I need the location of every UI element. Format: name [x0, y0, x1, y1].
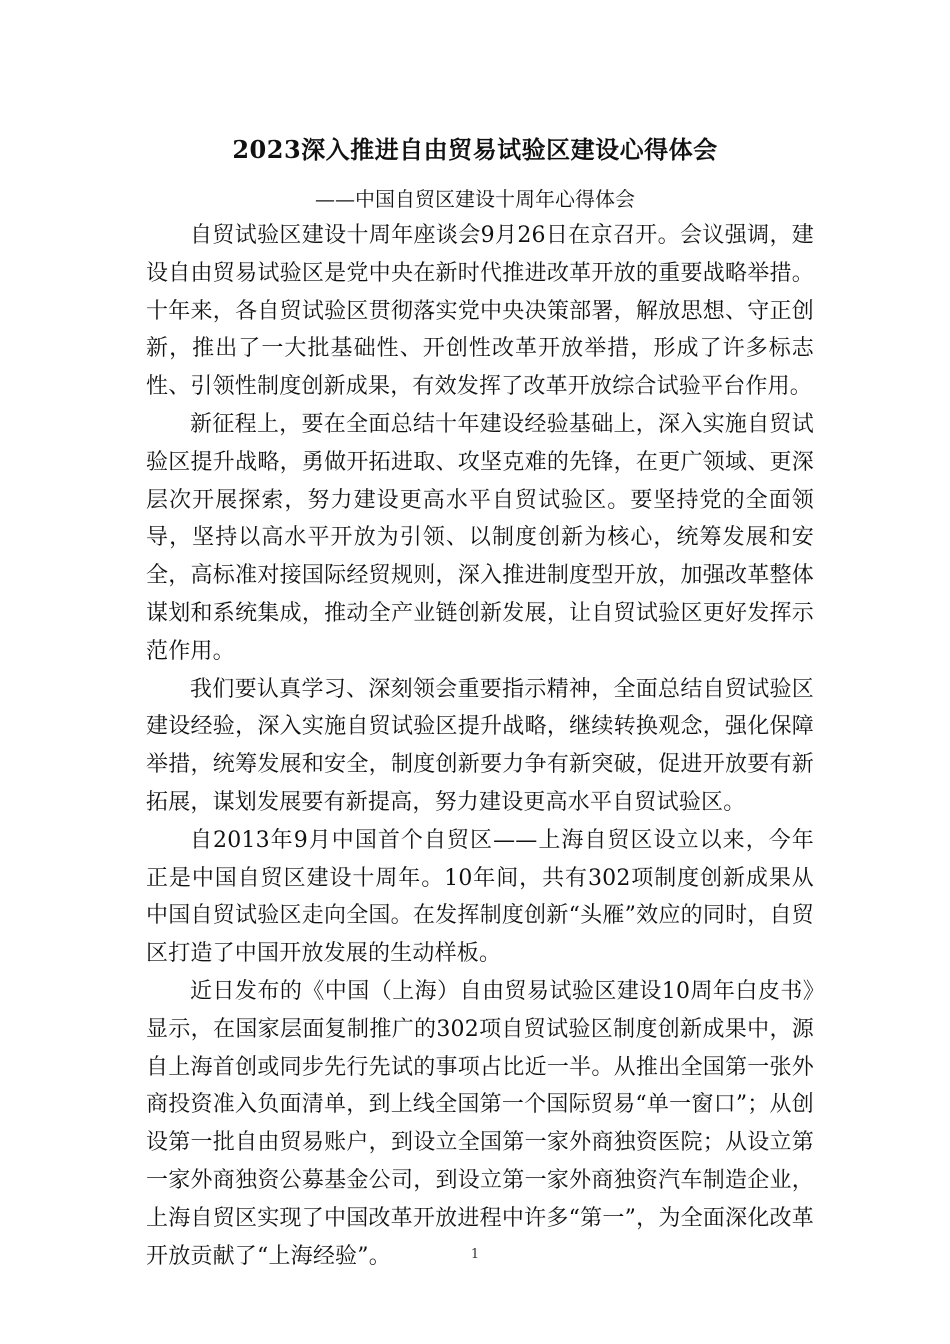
document-body — [146, 217, 814, 1275]
page-number: 1 — [470, 1247, 480, 1262]
paragraph-3: 我们要认真学习、深刻领会重要指示精神，全面总结自贸试验区建设经验，深入实施自贸试验区提升战略，继续转换观念，强化保障举措，统筹发展和安全，制度创新要力争有新突破，促进开放要有新拓展，谋划发展要有新提高，努力建设更高水平自贸试验区。 — [146, 676, 814, 815]
paragraph-4: 自2013年9月中国首个自贸区——上海自贸区设立以来，今年正是中国自贸区建设十周年。10年间，共有302项制度创新成果从中国自贸试验区走向全国。在发挥制度创新“头雁”效应的同时，自贸区打造了中国开放发展的生动样板。 — [146, 827, 814, 967]
document-title: 2023深入推进自由贸易试验区建设心得体会 — [232, 135, 718, 164]
paragraph-2: 新征程上，要在全面总结十年建设经验基础上，深入实施自贸试验区提升战略，勇做开拓进取、攻坚克难的先锋，在更广领域、更深层次开展探索，努力建设更高水平自贸试验区。要坚持党的全面领导，坚持以高水平开放为引领、以制度创新为核心，统筹发展和安全，高标准对接国际经贸规则，深入推进制度型开放，加强改革整体谋划和系统集成，推动全产业链创新发展，让自贸试验区更好发挥示范作用。 — [146, 411, 814, 664]
paragraph-5: 近日发布的《中国（上海）自由贸易试验区建设10周年白皮书》显示，在国家层面复制推广的302项自贸试验区制度创新成果中，源自上海首创或同步先行先试的事项占比近一半。从推出全国第一张外商投资准入负面清单，到上线全国第一个国际贸易“单一窗口”；从创设第一批自由贸易账户，到设立全国第一家外商独资医院；从设立第一家外商独资公募基金公司，到设立第一家外商独资汽车制造企业，上海自贸区实现了中国改革开放进程中许多“第一”，为全面深化改革开放贡献了“上海经验”。 — [146, 978, 814, 1269]
document-subtitle: ——中国自贸区建设十周年心得体会 — [315, 187, 635, 211]
paragraph-1: 自贸试验区建设十周年座谈会9月26日在京召开。会议强调，建设自由贸易试验区是党中央在新时代推进改革开放的重要战略举措。十年来，各自贸试验区贯彻落实党中央决策部署，解放思想、守正创新，推出了一大批基础性、开创性改革开放举措，形成了许多标志性、引领性制度创新成果，有效发挥了改革开放综合试验平台作用。 — [146, 223, 814, 400]
